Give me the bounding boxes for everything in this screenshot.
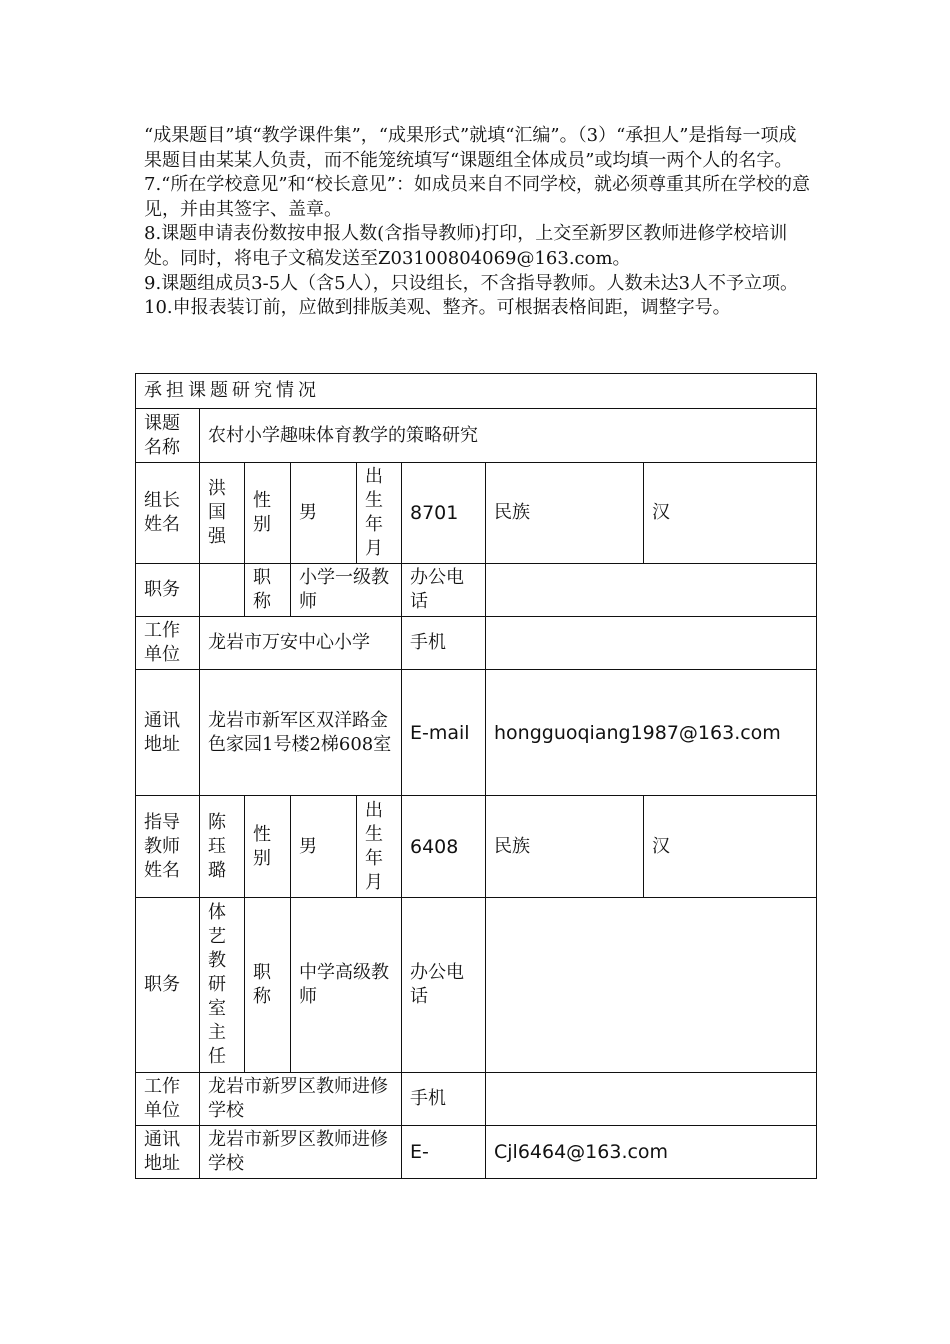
leader-office-phone-label: 办公电话 xyxy=(402,564,486,617)
mentor-ethnic: 汉 xyxy=(644,796,817,898)
leader-label: 组长姓名 xyxy=(136,463,200,564)
leader-birth: 8701 xyxy=(402,463,486,564)
research-info-table xyxy=(135,373,817,1179)
mentor-email-label: E- xyxy=(402,1126,486,1179)
mentor-label: 指导教师姓名 xyxy=(136,796,200,898)
leader-name: 洪国强 xyxy=(200,463,245,564)
mentor-duty-label: 职务 xyxy=(136,898,200,1073)
leader-duty xyxy=(200,564,245,617)
mentor-gender: 男 xyxy=(291,796,357,898)
leader-work: 龙岩市万安中心小学 xyxy=(200,617,402,670)
leader-birth-label: 出生年月 xyxy=(357,463,402,564)
leader-mobile-label: 手机 xyxy=(402,617,486,670)
leader-email-label: E-mail xyxy=(402,670,486,796)
leader-gender-label: 性别 xyxy=(245,463,291,564)
leader-ethnic: 汉 xyxy=(644,463,817,564)
mentor-mobile xyxy=(486,1073,817,1126)
instruction-item: 10.申报表装订前，应做到排版美观、整齐。可根据表格间距，调整字号。 xyxy=(144,297,731,319)
instruction-item: 9.课题组成员3-5人（含5人），只设组长，不含指导教师。人数未达3人不予立项。 xyxy=(144,272,799,294)
instruction-item: 7.“所在学校意见”和“校长意见”：如成员来自不同学校，就必须尊重其所在学校的意见，并由其签字、盖章。 xyxy=(144,174,810,220)
mentor-work: 龙岩市新罗区教师进修学校 xyxy=(200,1073,402,1126)
instructions xyxy=(144,124,814,321)
mentor-title-label: 职称 xyxy=(245,898,291,1073)
mentor-name: 陈珏璐 xyxy=(200,796,245,898)
mentor-email: Cjl6464@163.com xyxy=(486,1126,817,1179)
mentor-title: 中学高级教师 xyxy=(291,898,402,1073)
mentor-address: 龙岩市新罗区教师进修学校 xyxy=(200,1126,402,1179)
leader-email: hongguoqiang1987@163.com xyxy=(486,670,817,796)
mentor-office-phone xyxy=(486,898,817,1073)
instruction-item: “成果题目”填“教学课件集”，“成果形式”就填“汇编”。（3）“承担人”是指每一项成果题目由某某人负责，而不能笼统填写“课题组全体成员”或均填一两个人的名字。 xyxy=(144,125,797,171)
instruction-item: 8.课题申请表份数按申报人数(含指导教师)打印，上交至新罗区教师进修学校培训处。同时，将电子文稿发送至Z03100804069@163.com。 xyxy=(144,223,788,269)
leader-ethnic-label: 民族 xyxy=(486,463,644,564)
mentor-gender-label: 性别 xyxy=(245,796,291,898)
leader-address-label: 通讯地址 xyxy=(136,670,200,796)
mentor-ethnic-label: 民族 xyxy=(486,796,644,898)
mentor-office-phone-label: 办公电话 xyxy=(402,898,486,1073)
leader-mobile xyxy=(486,617,817,670)
leader-address: 龙岩市新军区双洋路金色家园1号楼2梯608室 xyxy=(200,670,402,796)
leader-work-label: 工作单位 xyxy=(136,617,200,670)
mentor-work-label: 工作单位 xyxy=(136,1073,200,1126)
leader-title-label: 职称 xyxy=(245,564,291,617)
leader-gender: 男 xyxy=(291,463,357,564)
topic-value: 农村小学趣味体育教学的策略研究 xyxy=(200,409,817,463)
mentor-duty: 体艺教研室主任 xyxy=(200,898,245,1073)
mentor-address-label: 通讯地址 xyxy=(136,1126,200,1179)
mentor-mobile-label: 手机 xyxy=(402,1073,486,1126)
mentor-birth: 6408 xyxy=(402,796,486,898)
section-title: 承担课题研究情况 xyxy=(136,374,817,409)
leader-duty-label: 职务 xyxy=(136,564,200,617)
mentor-birth-label: 出生年月 xyxy=(357,796,402,898)
leader-title: 小学一级教师 xyxy=(291,564,402,617)
topic-label: 课题名称 xyxy=(136,409,200,463)
leader-office-phone xyxy=(486,564,817,617)
